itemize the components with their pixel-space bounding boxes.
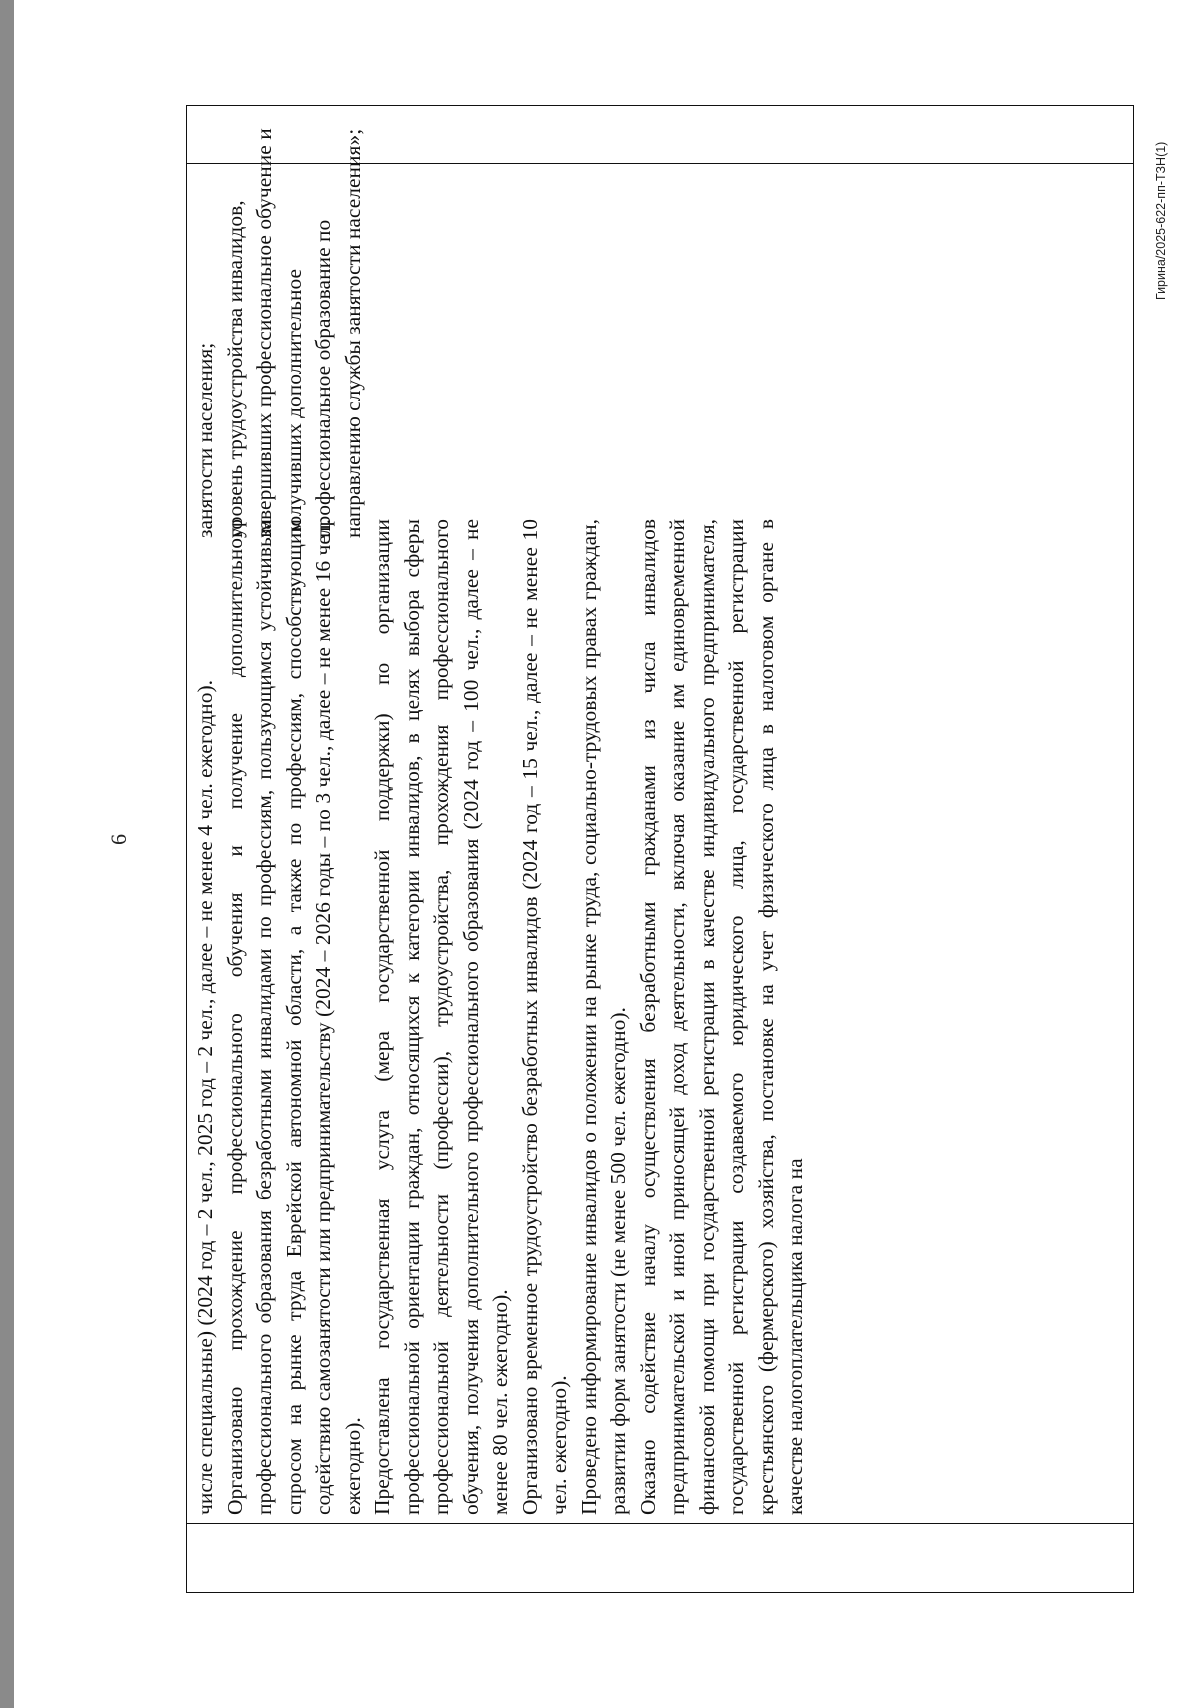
- right-cell-text: [187, 106, 368, 546]
- document-page: [14, 0, 1200, 1708]
- table-column-divider: [187, 1523, 1133, 1524]
- paragraph: занятости населения;: [193, 342, 217, 538]
- paragraph: Оказано содействие началу осуществления безработными гражданами из числа инвалидов предпринимательской и иной приносящей доход деятельности, включая оказание им единовременной финансовой помощи при государственной регистрации в качестве индивидуального предпринимателя, государственной регистрации создаваемого юридического лица, государственной регистрации крестьянского (фермерского) хозяйства, постановке на учет физического лица в налоговом органе в качестве налогоплательщика налога на: [635, 519, 807, 1515]
- paragraph: уровень трудоустройства инвалидов, завершивших профессиональное обучение и получивших дополнительное профессиональное образование по направлению службы занятости населения»;: [222, 128, 365, 538]
- results-table: [186, 105, 1134, 1593]
- paragraph: Организовано прохождение профессионального обучения и получение дополнительного профессионального образования безработными инвалидами по профессиям, пользующимся устойчивым спросом на рынке труда Еврейской автономной области, а также по профессиям, способствующим содействию самозанятости или предпринимательству (2024 – 2026 годы – по 3 чел., далее – не менее 16 чел. ежегодно).: [222, 519, 365, 1515]
- paragraph: числе специальные) (2024 год – 2 чел., 2025 год – 2 чел., далее – не менее 4 чел. ежегодно).: [193, 680, 217, 1515]
- main-cell-text: [187, 513, 811, 1523]
- document-code: Гирина/2025-622-пп-ТЗН(1): [1154, 141, 1168, 300]
- paragraph: Проведено информирование инвалидов о положении на рынке труда, социально-трудовых правах граждан, развитии форм занятости (не менее 500 чел. ежегодно).: [576, 519, 630, 1515]
- page-number: 6: [106, 834, 131, 845]
- paragraph: Организовано временное трудоустройство безработных инвалидов (2024 год – 15 чел., далее – не менее 10 чел. ежегодно).: [517, 519, 571, 1515]
- paragraph: Предоставлена государственная услуга (мера государственной поддержки) по организации профессиональной ориентации граждан, относящихся к категории инвалидов, в целях выбора сферы профессиональной деятельности (профессии), трудоустройства, прохождения профессионального обучения, получения дополнительного профессионального образования (2024 год – 100 чел., далее – не менее 80 чел. ежегодно).: [370, 519, 512, 1515]
